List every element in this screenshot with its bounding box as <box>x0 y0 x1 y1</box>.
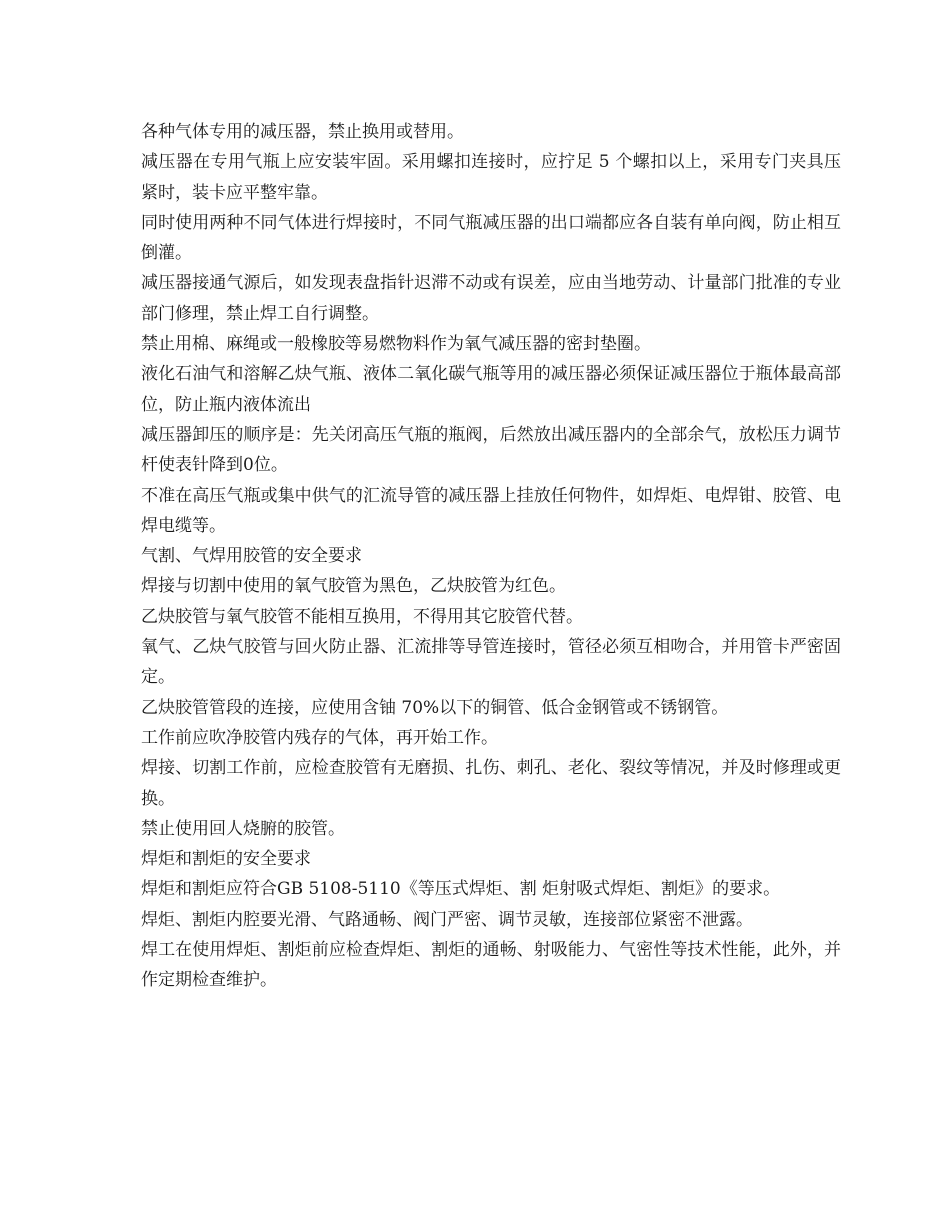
document-body <box>141 117 841 996</box>
paragraph-reducer-position: 液化石油气和溶解乙炔气瓶、液体二氧化碳气瓶等用的减压器必须保证减压器位于瓶体最高部位，防止瓶内液体流出 <box>141 364 841 415</box>
paragraph-torch-standard: 焊炬和割炬应符合GB 5108-5110《等压式焊炬、割 炬射吸式焊炬、割炬》的要求。 <box>141 879 781 900</box>
paragraph-check-valve: 同时使用两种不同气体进行焊接时，不同气瓶减压器的出口端都应各自装有单向阀，防止相互倒灌。 <box>141 212 841 264</box>
paragraph-hose-no-swap: 乙炔胶管与氧气胶管不能相互换用，不得用其它胶管代替。 <box>141 606 583 627</box>
paragraph-hose-connection: 氧气、乙炔气胶管与回火防止器、汇流排等导管连接时，管径必须互相吻合，并用管卡严密固定。 <box>141 637 841 688</box>
paragraph-hose-colors: 焊接与切割中使用的氧气胶管为黑色，乙炔胶管为红色。 <box>141 576 566 597</box>
paragraph-torch-condition: 焊炬、割炬内腔要光滑、气路通畅、阀门严密、调节灵敏，连接部位紧密不泄露。 <box>141 909 753 930</box>
paragraph-hose-segment: 乙炔胶管管段的连接，应使用含铀 70%以下的铜管、低合金钢管或不锈钢管。 <box>141 697 729 718</box>
paragraph-torch-inspection: 焊工在使用焊炬、割炬前应检查焊炬、割炬的通畅、射吸能力、气密性等技术性能，此外，并作定期检查维护。 <box>141 940 841 991</box>
heading-hose-safety: 气割、气焊用胶管的安全要求 <box>141 546 362 567</box>
paragraph-reducer-installation: 减压器在专用气瓶上应安装牢固。采用螺扣连接时，应拧足 5 个螺扣以上，采用专门夹具压紧时，装卡应平整牢靠。 <box>141 152 841 203</box>
paragraph-purge-hose: 工作前应吹净胶管内残存的气体，再开始工作。 <box>141 727 498 748</box>
paragraph-burnt-hose: 禁止使用回人烧腑的胶管。 <box>141 818 345 839</box>
paragraph-gasket-material: 禁止用棉、麻绳或一般橡胶等易燃物料作为氧气减压器的密封垫圈。 <box>141 334 651 355</box>
paragraph-gauge-repair: 减压器接通气源后，如发现表盘指针迟滞不动或有误差，应由当地劳动、计量部门批准的专业部门修理，禁止焊工自行调整。 <box>141 273 841 324</box>
heading-torch-safety: 焊炬和割炬的安全要求 <box>141 849 311 870</box>
paragraph-pressure-release: 减压器卸压的顺序是：先关闭高压气瓶的瓶阀，后然放出减压器内的全部余气，放松压力调节杆使表针降到0位。 <box>141 424 841 476</box>
paragraph-no-hanging: 不准在高压气瓶或集中供气的汇流导管的减压器上挂放任何物件，如焊炬、电焊钳、胶管、电焊电缆等。 <box>141 485 841 536</box>
paragraph-reducer-dedicated: 各种气体专用的减压器，禁止换用或替用。 <box>141 122 464 142</box>
paragraph-hose-inspection: 焊接、切割工作前，应检查胶管有无磨损、扎伤、刺孔、老化、裂纹等情况，并及时修理或更换。 <box>141 758 841 809</box>
